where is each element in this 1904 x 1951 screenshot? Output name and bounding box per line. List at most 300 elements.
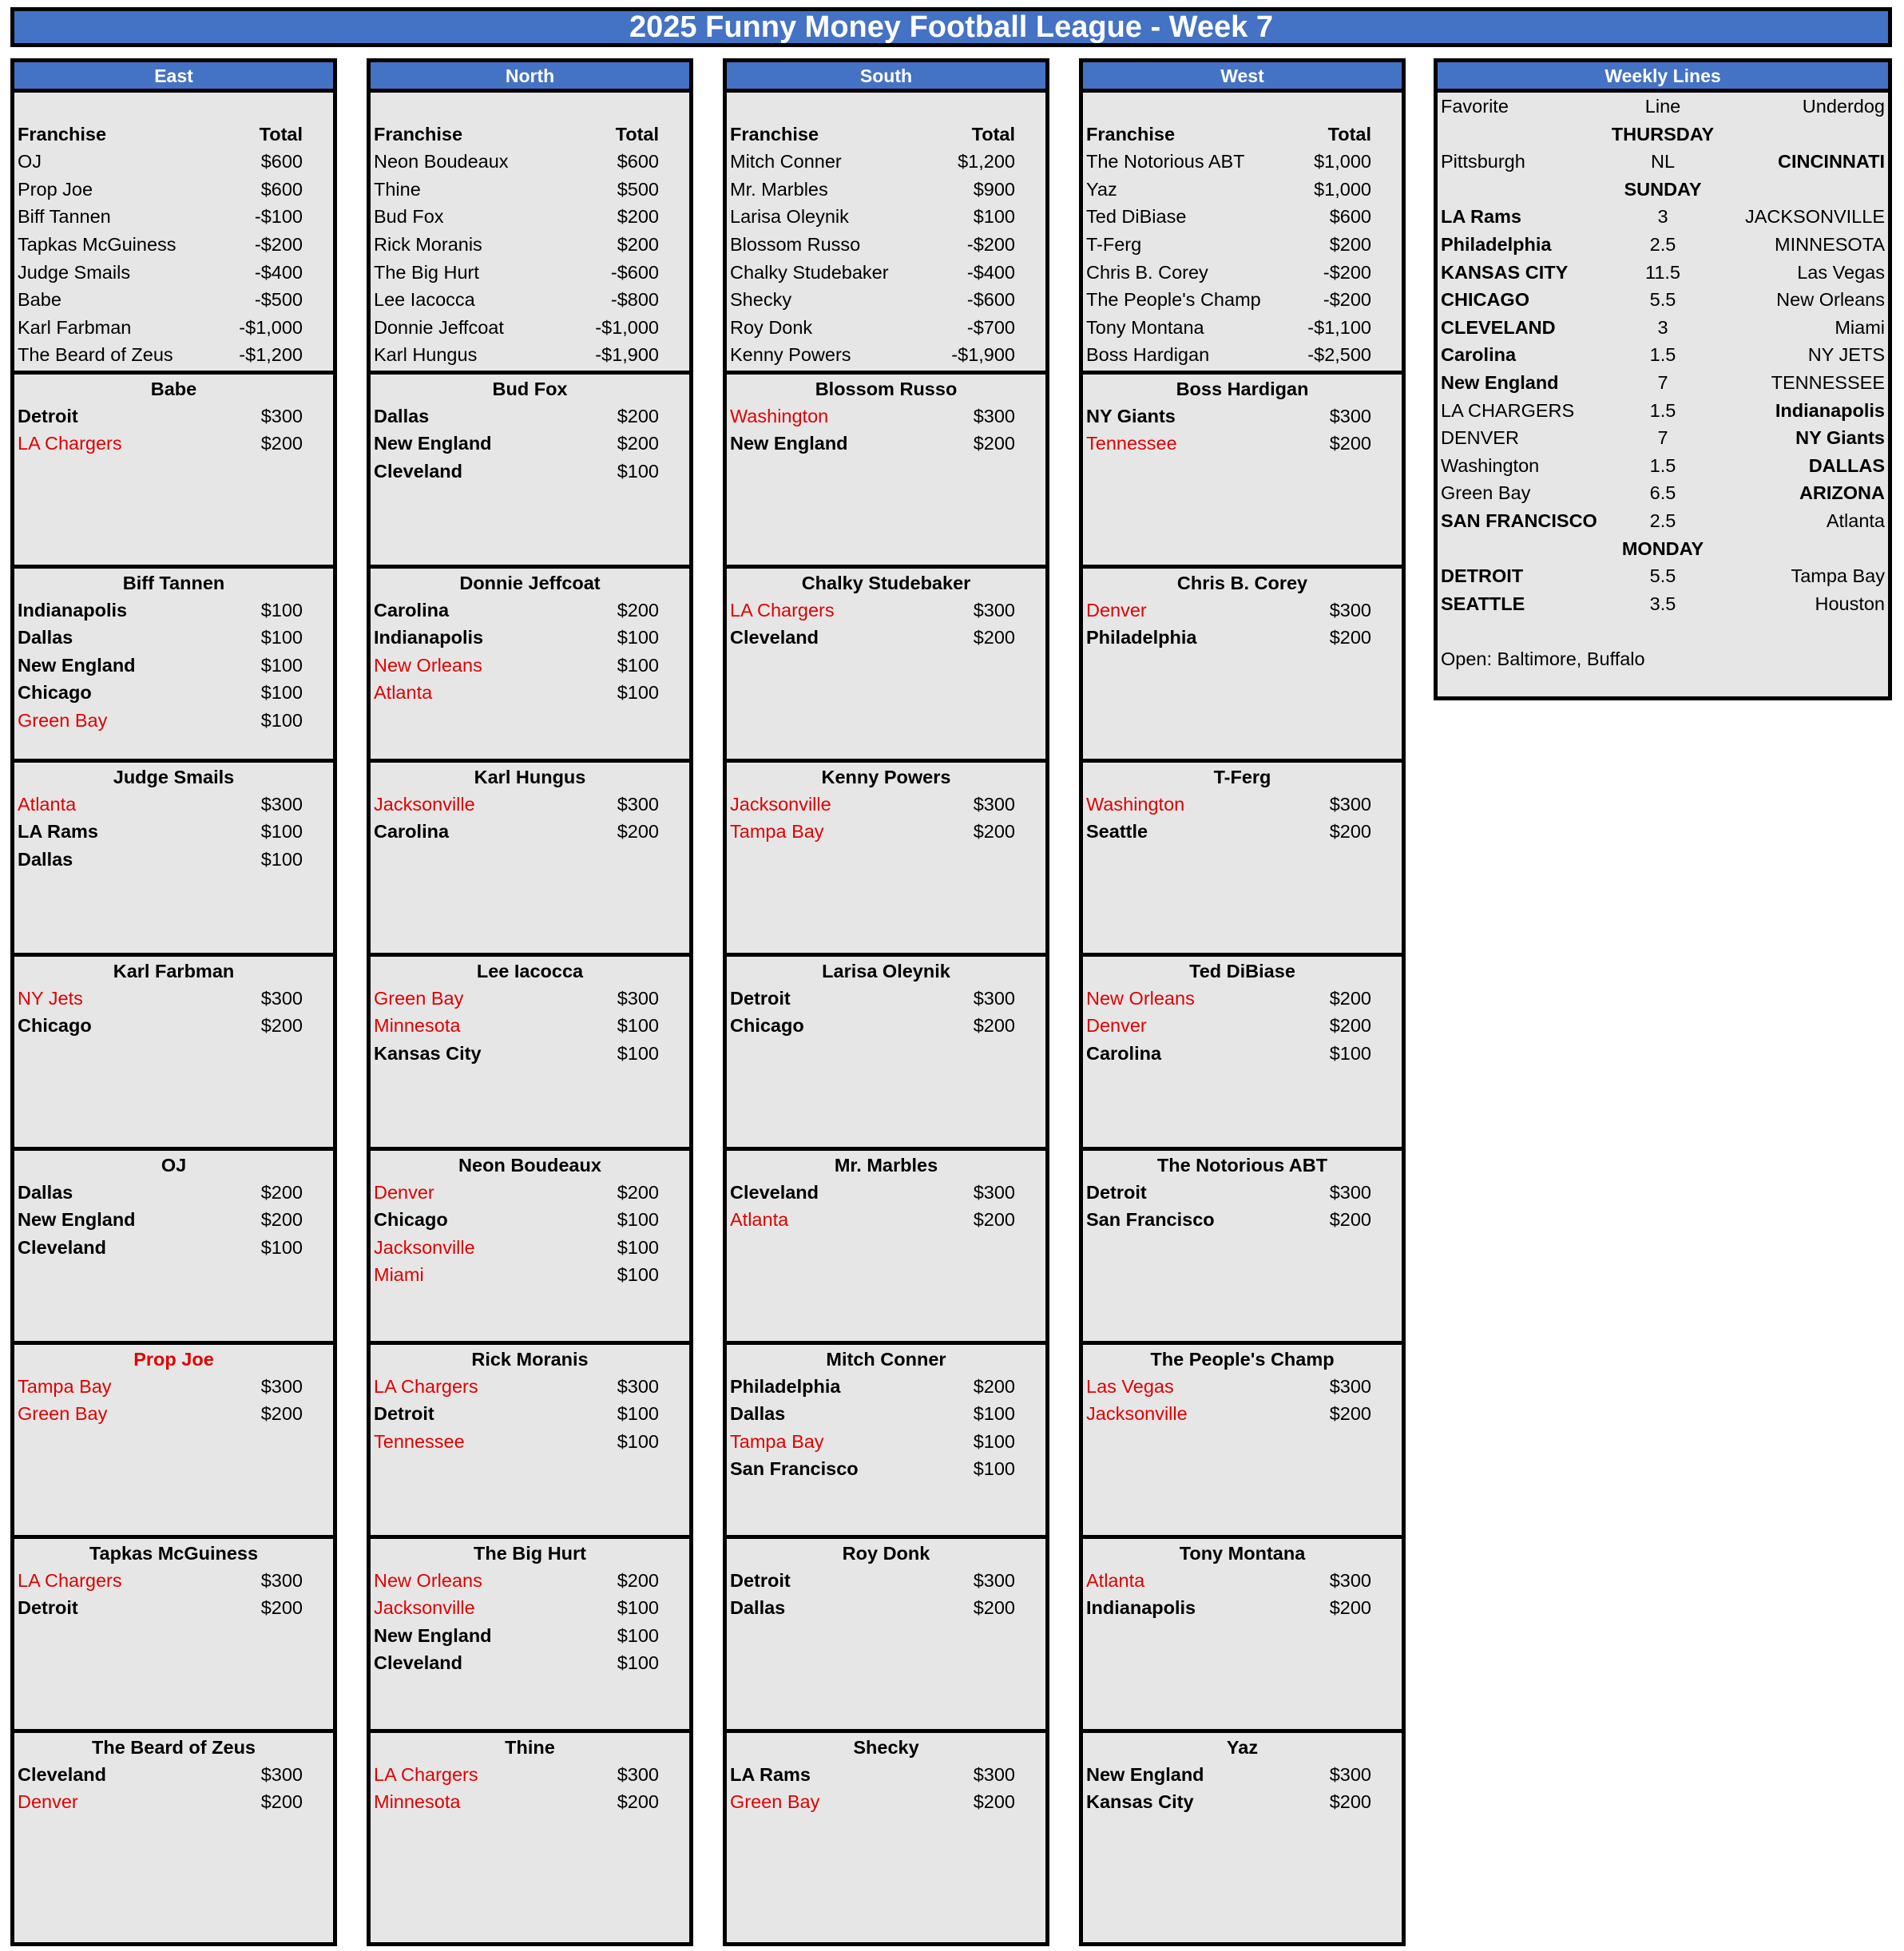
pick-amount: $200	[1329, 987, 1371, 1009]
franchise-total: -$400	[254, 261, 303, 283]
picks-owner: Blossom Russo	[815, 378, 958, 399]
picks-owner: Yaz	[1226, 1736, 1259, 1758]
franchise-total: $600	[260, 178, 303, 200]
pick-team: Jacksonville	[374, 1597, 475, 1619]
pick-amount: $300	[1329, 1375, 1371, 1397]
pick-row	[727, 1761, 1045, 1789]
point-spread: 1.5	[1649, 454, 1676, 476]
pick-team: Kansas City	[374, 1042, 482, 1064]
division-column-south	[723, 58, 1049, 1946]
pick-row	[1083, 1040, 1402, 1068]
underdog-team: TENNESSEE	[1771, 371, 1885, 393]
game-line-row	[1438, 341, 1888, 369]
pick-amount: $300	[617, 987, 659, 1009]
pick-amount: $200	[617, 405, 659, 426]
picks-owner: Judge Smails	[113, 766, 235, 787]
pick-team: Chicago	[18, 682, 92, 704]
franchise-name: T-Ferg	[1086, 233, 1142, 255]
pick-team: New England	[374, 1624, 492, 1646]
division-column-west	[1079, 58, 1406, 1946]
picks-box	[14, 1147, 333, 1341]
game-line-row	[1438, 203, 1888, 231]
pick-row	[727, 1179, 1045, 1207]
pick-amount: $100	[617, 1236, 659, 1258]
picks-box	[371, 1341, 689, 1535]
pick-amount: $200	[260, 1015, 303, 1037]
pick-team: Chicago	[730, 1015, 804, 1037]
standings-row	[371, 148, 689, 176]
picks-owner: Mitch Conner	[826, 1348, 946, 1370]
pick-row	[371, 1761, 689, 1789]
pick-amount: $200	[617, 1569, 659, 1591]
franchise-total: $600	[260, 151, 303, 172]
pick-amount: $300	[1329, 599, 1371, 621]
picks-owner: The Notorious ABT	[1156, 1154, 1328, 1176]
pick-amount: $100	[1329, 1042, 1371, 1064]
pick-team: Green Bay	[18, 1403, 108, 1425]
pick-team: Indianapolis	[18, 599, 128, 621]
pick-amount: $200	[973, 821, 1015, 843]
standings-row	[371, 203, 689, 231]
pick-row	[371, 1206, 689, 1234]
total-header: Total	[615, 123, 659, 145]
standings-row	[371, 341, 689, 369]
pick-row	[1083, 1373, 1402, 1401]
day-label: SUNDAY	[1624, 178, 1702, 200]
pick-row	[371, 791, 689, 819]
game-line-row	[1438, 562, 1888, 590]
pick-amount: $300	[973, 599, 1015, 621]
franchise-total: -$100	[254, 206, 303, 228]
pick-team: New England	[374, 433, 492, 454]
pick-amount: $300	[1329, 405, 1371, 426]
franchise-total: -$800	[610, 289, 659, 311]
pick-amount: $200	[260, 1181, 303, 1203]
pick-row	[371, 1261, 689, 1289]
point-spread: NL	[1650, 151, 1676, 172]
pick-team: NY Giants	[1086, 405, 1176, 426]
picks-owner: Shecky	[853, 1736, 919, 1758]
total-header: Total	[1327, 123, 1371, 145]
pick-row	[371, 624, 689, 652]
picks-box	[14, 953, 333, 1147]
pick-amount: $300	[617, 1375, 659, 1397]
pick-team: Cleveland	[730, 1181, 819, 1203]
picks-owner: Tony Montana	[1179, 1542, 1306, 1564]
standings-row	[14, 231, 333, 259]
pick-row	[14, 1761, 333, 1789]
pick-team: Jacksonville	[374, 1236, 475, 1258]
pick-team: New England	[730, 433, 848, 454]
pick-row	[371, 818, 689, 846]
picks-owner: Babe	[150, 378, 197, 399]
franchise-name: Boss Hardigan	[1086, 344, 1210, 366]
standings-row	[14, 259, 333, 287]
standings-header	[14, 121, 333, 149]
underdog-team: Indianapolis	[1775, 399, 1885, 421]
day-label: MONDAY	[1621, 537, 1704, 559]
franchise-name: The Big Hurt	[374, 261, 479, 283]
pick-row	[371, 1012, 689, 1040]
standings-row	[727, 341, 1045, 369]
pick-amount: $100	[260, 599, 303, 621]
pick-row	[14, 818, 333, 846]
pick-team: LA Chargers	[374, 1375, 478, 1397]
picks-owner: Kenny Powers	[821, 766, 951, 787]
underdog-team: Tampa Bay	[1791, 565, 1885, 587]
standings-row	[727, 314, 1045, 342]
point-spread: 2.5	[1649, 233, 1676, 255]
pick-team: Denver	[1086, 599, 1147, 621]
underdog-team: DALLAS	[1808, 454, 1885, 476]
standings-row	[371, 231, 689, 259]
pick-amount: $100	[617, 1264, 659, 1286]
pick-team: Cleveland	[374, 460, 463, 482]
pick-row	[14, 985, 333, 1013]
pick-amount: $200	[973, 433, 1015, 454]
pick-row	[727, 624, 1045, 652]
pick-amount: $300	[973, 1569, 1015, 1591]
pick-team: Dallas	[18, 848, 73, 870]
pick-team: Dallas	[730, 1403, 786, 1425]
standings-row	[727, 259, 1045, 287]
pick-row	[371, 1594, 689, 1622]
franchise-total: -$600	[966, 289, 1015, 311]
page-title: 2025 Funny Money Football League - Week 7	[10, 7, 1892, 47]
pick-team: Cleveland	[18, 1236, 107, 1258]
standings-row	[1083, 259, 1402, 287]
game-line-row	[1438, 452, 1888, 480]
pick-row	[1083, 1594, 1402, 1622]
franchise-name: Chris B. Corey	[1086, 261, 1208, 283]
pick-row	[371, 1649, 689, 1677]
franchise-name: Roy Donk	[730, 316, 813, 338]
picks-box	[14, 1535, 333, 1729]
pick-amount: $300	[260, 987, 303, 1009]
pick-amount: $100	[973, 1430, 1015, 1452]
standings-row	[727, 231, 1045, 259]
picks-owner: Chris B. Corey	[1176, 572, 1308, 593]
picks-owner: Neon Boudeaux	[458, 1154, 601, 1176]
pick-team: Green Bay	[374, 987, 464, 1009]
franchise-total: $500	[617, 178, 659, 200]
picks-box	[371, 953, 689, 1147]
pick-team: Jacksonville	[1086, 1403, 1188, 1425]
pick-team: New Orleans	[374, 1569, 482, 1591]
pick-row	[727, 402, 1045, 430]
franchise-name: Donnie Jeffcoat	[374, 316, 504, 338]
pick-team: Seattle	[1086, 821, 1148, 843]
pick-team: Minnesota	[374, 1791, 461, 1813]
standings-row	[371, 176, 689, 204]
pick-row	[1083, 1400, 1402, 1428]
picks-owner: Tapkas McGuiness	[89, 1542, 259, 1564]
pick-team: Denver	[374, 1181, 434, 1203]
pick-team: LA Chargers	[18, 1569, 122, 1591]
standings-row	[14, 341, 333, 369]
underdog-team: NY JETS	[1807, 344, 1885, 366]
picks-owner: Larisa Oleynik	[822, 960, 950, 981]
pick-row	[14, 791, 333, 819]
underdog-team: ARIZONA	[1799, 482, 1885, 504]
franchise-name: Chalky Studebaker	[730, 261, 889, 283]
picks-owner: Prop Joe	[133, 1348, 214, 1370]
franchise-name: Rick Moranis	[374, 233, 482, 255]
picks-box	[371, 371, 689, 565]
pick-amount: $200	[1329, 1015, 1371, 1037]
pick-amount: $100	[617, 1597, 659, 1619]
picks-box	[371, 759, 689, 953]
favorite-team: CHICAGO	[1441, 289, 1529, 311]
pick-row	[727, 818, 1045, 846]
pick-team: Cleveland	[18, 1763, 107, 1785]
pick-team: Washington	[1086, 793, 1185, 815]
pick-amount: $200	[617, 433, 659, 454]
standings-row	[371, 259, 689, 287]
pick-team: Atlanta	[374, 682, 433, 704]
franchise-total: $600	[617, 151, 659, 172]
pick-team: Chicago	[374, 1209, 448, 1231]
picks-box	[727, 953, 1045, 1147]
franchise-total: $600	[1329, 206, 1371, 228]
pick-row	[371, 1428, 689, 1456]
picks-owner: The People's Champ	[1150, 1348, 1335, 1370]
pick-row	[371, 1373, 689, 1401]
picks-box	[727, 1729, 1045, 1923]
pick-row	[727, 1788, 1045, 1816]
franchise-total: -$1,200	[239, 344, 303, 366]
total-header: Total	[259, 123, 303, 145]
franchise-total: -$200	[1323, 289, 1371, 311]
pick-amount: $300	[617, 1763, 659, 1785]
game-line-row	[1438, 314, 1888, 342]
spacer	[1438, 617, 1888, 645]
pick-team: Washington	[730, 405, 829, 426]
picks-owner: Karl Farbman	[113, 960, 235, 981]
pick-amount: $200	[973, 1015, 1015, 1037]
favorite-header: Favorite	[1441, 96, 1509, 117]
standings-row	[727, 286, 1045, 314]
underdog-team: New Orleans	[1776, 289, 1885, 311]
franchise-total: $1,000	[1314, 151, 1371, 172]
franchise-total: -$200	[254, 233, 303, 255]
point-spread: 1.5	[1649, 399, 1676, 421]
pick-team: Detroit	[730, 987, 791, 1009]
standings-header	[371, 121, 689, 149]
pick-amount: $100	[617, 1209, 659, 1231]
game-line-row	[1438, 286, 1888, 314]
pick-amount: $200	[973, 1209, 1015, 1231]
pick-team: Atlanta	[18, 793, 77, 815]
underdog-team: Houston	[1815, 593, 1885, 614]
franchise-name: The Beard of Zeus	[18, 344, 173, 366]
pick-row	[371, 1622, 689, 1650]
picks-owner: Ted DiBiase	[1189, 960, 1295, 981]
pick-amount: $100	[617, 627, 659, 648]
point-spread: 2.5	[1649, 510, 1676, 531]
pick-row	[1083, 1788, 1402, 1816]
franchise-name: Lee Iacocca	[374, 289, 475, 311]
pick-amount: $200	[973, 1597, 1015, 1619]
franchise-name: Larisa Oleynik	[730, 206, 849, 228]
standings-row	[14, 314, 333, 342]
standings-row	[727, 148, 1045, 176]
franchise-name: Yaz	[1086, 178, 1117, 200]
franchise-name: Karl Farbman	[18, 316, 132, 338]
pick-amount: $200	[260, 1209, 303, 1231]
division-column-east	[10, 58, 337, 1946]
pick-row	[1083, 1012, 1402, 1040]
pick-row	[371, 679, 689, 707]
pick-amount: $200	[973, 1375, 1015, 1397]
division-header: East	[14, 62, 333, 93]
pick-row	[14, 707, 333, 735]
picks-owner: The Beard of Zeus	[91, 1736, 256, 1758]
pick-row	[727, 1400, 1045, 1428]
franchise-name: Tapkas McGuiness	[18, 233, 177, 255]
point-spread: 3.5	[1649, 593, 1676, 614]
pick-team: San Francisco	[730, 1458, 859, 1480]
standings-header	[1083, 121, 1402, 149]
pick-amount: $100	[973, 1458, 1015, 1480]
franchise-name: Judge Smails	[18, 261, 131, 283]
pick-team: Philadelphia	[730, 1375, 841, 1397]
game-line-row	[1438, 479, 1888, 507]
underdog-team: NY Giants	[1795, 427, 1885, 449]
pick-amount: $300	[260, 1763, 303, 1785]
franchise-name: Babe	[18, 289, 61, 311]
picks-box	[371, 1729, 689, 1923]
pick-amount: $300	[260, 793, 303, 815]
pick-row	[14, 1788, 333, 1816]
pick-team: NY Jets	[18, 987, 83, 1009]
pick-row	[727, 1594, 1045, 1622]
game-line-row	[1438, 148, 1888, 176]
pick-team: Carolina	[1086, 1042, 1162, 1064]
pick-row	[14, 679, 333, 707]
underdog-team: CINCINNATI	[1777, 151, 1885, 172]
pick-row	[727, 1567, 1045, 1595]
pick-amount: $100	[617, 1624, 659, 1646]
standings-row	[1083, 148, 1402, 176]
pick-row	[371, 597, 689, 625]
pick-amount: $300	[1329, 1763, 1371, 1785]
picks-box	[371, 1535, 689, 1729]
pick-team: New Orleans	[374, 654, 482, 676]
pick-team: Detroit	[1086, 1181, 1147, 1203]
picks-box	[1083, 1729, 1402, 1923]
pick-row	[14, 1206, 333, 1234]
pick-row	[1083, 985, 1402, 1013]
line-header: Line	[1644, 96, 1681, 117]
picks-owner: Roy Donk	[842, 1542, 930, 1564]
pick-amount: $200	[1329, 1791, 1371, 1813]
franchise-name: Prop Joe	[18, 178, 93, 200]
pick-team: Denver	[18, 1791, 78, 1813]
picks-box	[727, 759, 1045, 953]
pick-team: Detroit	[18, 405, 78, 426]
pick-amount: $100	[973, 1403, 1015, 1425]
open-note	[1438, 645, 1888, 673]
franchise-total: -$1,900	[951, 344, 1015, 366]
pick-amount: $200	[973, 627, 1015, 648]
standings-row	[14, 203, 333, 231]
pick-team: Jacksonville	[730, 793, 831, 815]
standings-row	[727, 176, 1045, 204]
day-label: THURSDAY	[1611, 123, 1715, 145]
division-column-north	[367, 58, 693, 1946]
favorite-team: KANSAS CITY	[1441, 261, 1569, 283]
pick-amount: $300	[973, 1763, 1015, 1785]
pick-team: Chicago	[18, 1015, 92, 1037]
standings-row	[14, 176, 333, 204]
franchise-total: $100	[973, 206, 1015, 228]
pick-team: Tennessee	[374, 1430, 465, 1452]
pick-team: Detroit	[730, 1569, 791, 1591]
pick-amount: $200	[973, 1791, 1015, 1813]
pick-row	[1083, 597, 1402, 625]
pick-row	[14, 1179, 333, 1207]
pick-amount: $200	[1329, 1403, 1371, 1425]
pick-team: New Orleans	[1086, 987, 1195, 1009]
picks-box	[14, 565, 333, 759]
franchise-total: -$1,000	[595, 316, 659, 338]
pick-row	[727, 1455, 1045, 1483]
pick-row	[14, 624, 333, 652]
pick-team: Las Vegas	[1086, 1375, 1174, 1397]
game-line-row	[1438, 231, 1888, 259]
pick-team: Dallas	[730, 1597, 786, 1619]
picks-box	[1083, 371, 1402, 565]
pick-team: Kansas City	[1086, 1791, 1194, 1813]
franchise-name: Blossom Russo	[730, 233, 861, 255]
standings-header	[727, 121, 1045, 149]
pick-row	[371, 985, 689, 1013]
pick-team: Dallas	[374, 405, 430, 426]
franchise-total: -$700	[966, 316, 1015, 338]
pick-amount: $100	[617, 682, 659, 704]
picks-box	[1083, 1535, 1402, 1729]
point-spread: 11.5	[1645, 261, 1680, 283]
picks-owner: Bud Fox	[492, 378, 568, 399]
picks-owner: Biff Tannen	[122, 572, 225, 593]
pick-amount: $200	[1329, 821, 1371, 843]
pick-team: Dallas	[18, 1181, 73, 1203]
division-header: North	[371, 62, 689, 93]
picks-box	[14, 1729, 333, 1923]
franchise-total: -$400	[966, 261, 1015, 283]
pick-row	[727, 1206, 1045, 1234]
pick-team: Tampa Bay	[730, 1430, 824, 1452]
favorite-team: Washington	[1441, 454, 1540, 476]
picks-box	[727, 1341, 1045, 1535]
pick-row	[14, 652, 333, 680]
pick-team: San Francisco	[1086, 1209, 1215, 1231]
pick-team: Miami	[374, 1264, 424, 1286]
pick-row	[14, 1373, 333, 1401]
open-teams: Open: Baltimore, Buffalo	[1441, 648, 1645, 669]
pick-amount: $100	[617, 1015, 659, 1037]
picks-owner: OJ	[161, 1154, 187, 1176]
pick-row	[371, 1567, 689, 1595]
pick-row	[1083, 402, 1402, 430]
pick-row	[727, 430, 1045, 458]
picks-owner: The Big Hurt	[474, 1542, 586, 1564]
pick-team: LA Chargers	[18, 433, 122, 454]
pick-amount: $100	[260, 709, 303, 731]
pick-amount: $300	[260, 405, 303, 426]
pick-team: Atlanta	[730, 1209, 789, 1231]
